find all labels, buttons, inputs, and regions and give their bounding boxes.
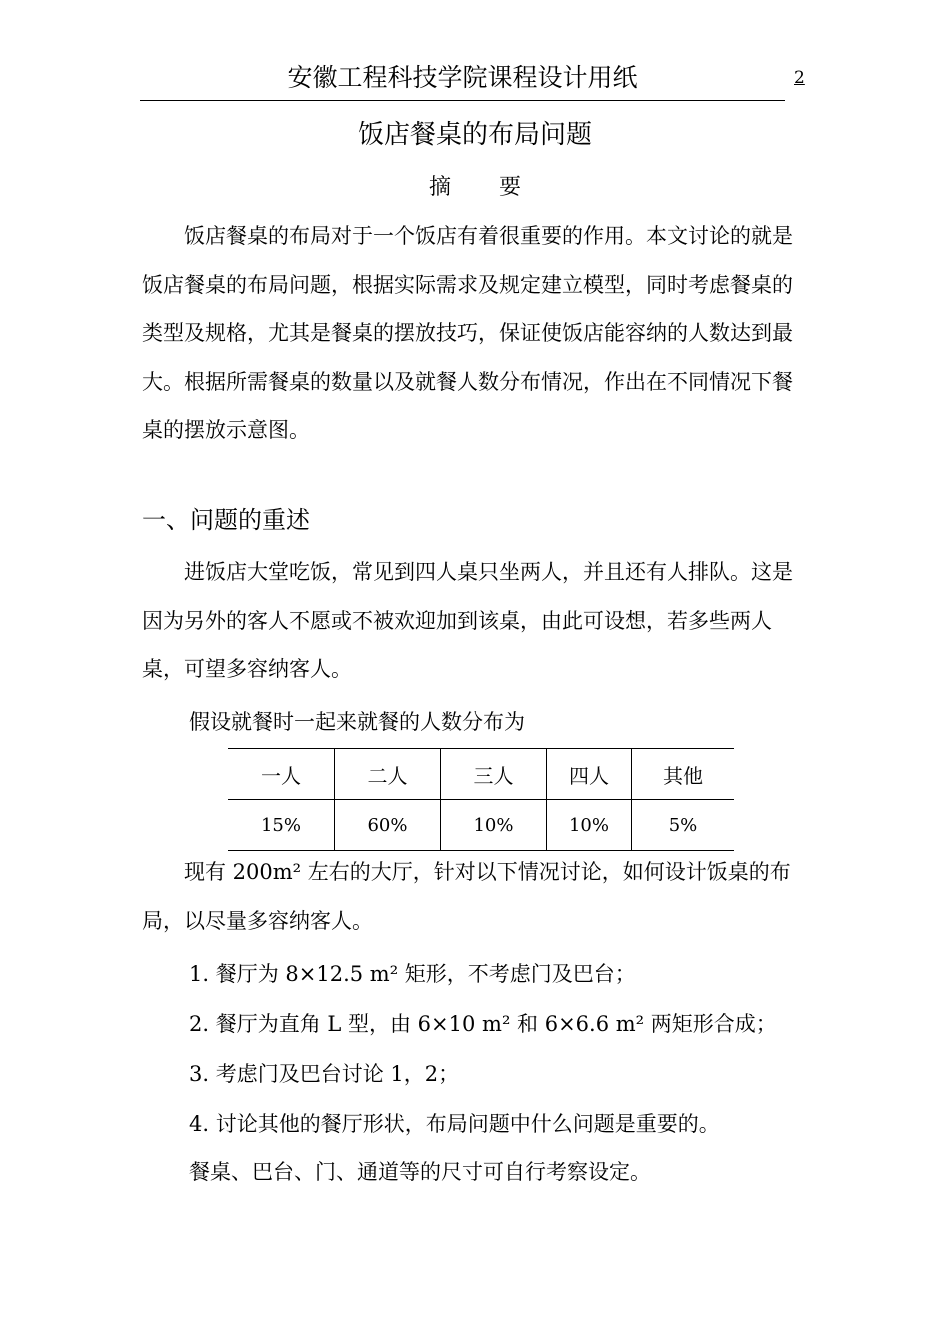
table-header-cell: 三人 bbox=[441, 749, 547, 800]
document-title: 饭店餐桌的布局问题 bbox=[357, 120, 592, 150]
distribution-intro: 假设就餐时一起来就餐的人数分布为 bbox=[189, 710, 525, 734]
closing-note: 餐桌、巴台、门、通道等的尺寸可自行考察设定。 bbox=[189, 1160, 651, 1184]
section-heading: 一、问题的重述 bbox=[142, 506, 310, 534]
list-item: 4. 讨论其他的餐厅形状，布局问题中什么问题是重要的。 bbox=[189, 1112, 720, 1136]
table-cell: 10% bbox=[441, 800, 547, 851]
abstract-heading: 摘要 bbox=[428, 175, 569, 200]
abstract-paragraph: 饭店餐桌的布局对于一个饭店有着很重要的作用。本文讨论的就是饭店餐桌的布局问题，根据实际需求及规定建立模型，同时考虑餐桌的类型及规格，尤其是餐桌的摆放技巧，保证使饭店能容纳的人数达到最大。根据所需餐桌的数量以及就餐人数分布情况，作出在不同情况下餐桌的摆放示意图。 bbox=[142, 224, 793, 442]
hall-paragraph: 现有 200m² 左右的大厅，针对以下情况讨论，如何设计饭桌的布局，以尽量多容纳客人。 bbox=[142, 860, 791, 933]
table-cell: 60% bbox=[335, 800, 441, 851]
table-cell: 10% bbox=[547, 800, 632, 851]
list-item: 2. 餐厅为直角 L 型，由 6×10 m² 和 6×6.6 m² 两矩形合成； bbox=[189, 1012, 777, 1036]
page-number: 2 bbox=[794, 68, 805, 88]
table-header-cell: 一人 bbox=[228, 749, 335, 800]
table-cell: 5% bbox=[632, 800, 735, 851]
list-item: 3. 考虑门及巴台讨论 1，2； bbox=[189, 1062, 460, 1086]
table-header-cell: 四人 bbox=[547, 749, 632, 800]
table-cell: 15% bbox=[228, 800, 335, 851]
list-item: 1. 餐厅为 8×12.5 m² 矩形，不考虑门及巴台； bbox=[189, 962, 636, 986]
distribution-table bbox=[228, 748, 734, 851]
table-row bbox=[228, 800, 734, 851]
table-header-cell: 其他 bbox=[632, 749, 735, 800]
restatement-paragraph: 进饭店大堂吃饭，常见到四人桌只坐两人，并且还有人排队。这是因为另外的客人不愿或不被欢迎加到该桌，由此可设想，若多些两人桌，可望多容纳客人。 bbox=[142, 560, 793, 681]
table-header-row bbox=[228, 749, 734, 800]
header-rule bbox=[140, 100, 785, 101]
table-header-cell: 二人 bbox=[335, 749, 441, 800]
page-header-title: 安徽工程科技学院课程设计用纸 bbox=[287, 63, 638, 92]
